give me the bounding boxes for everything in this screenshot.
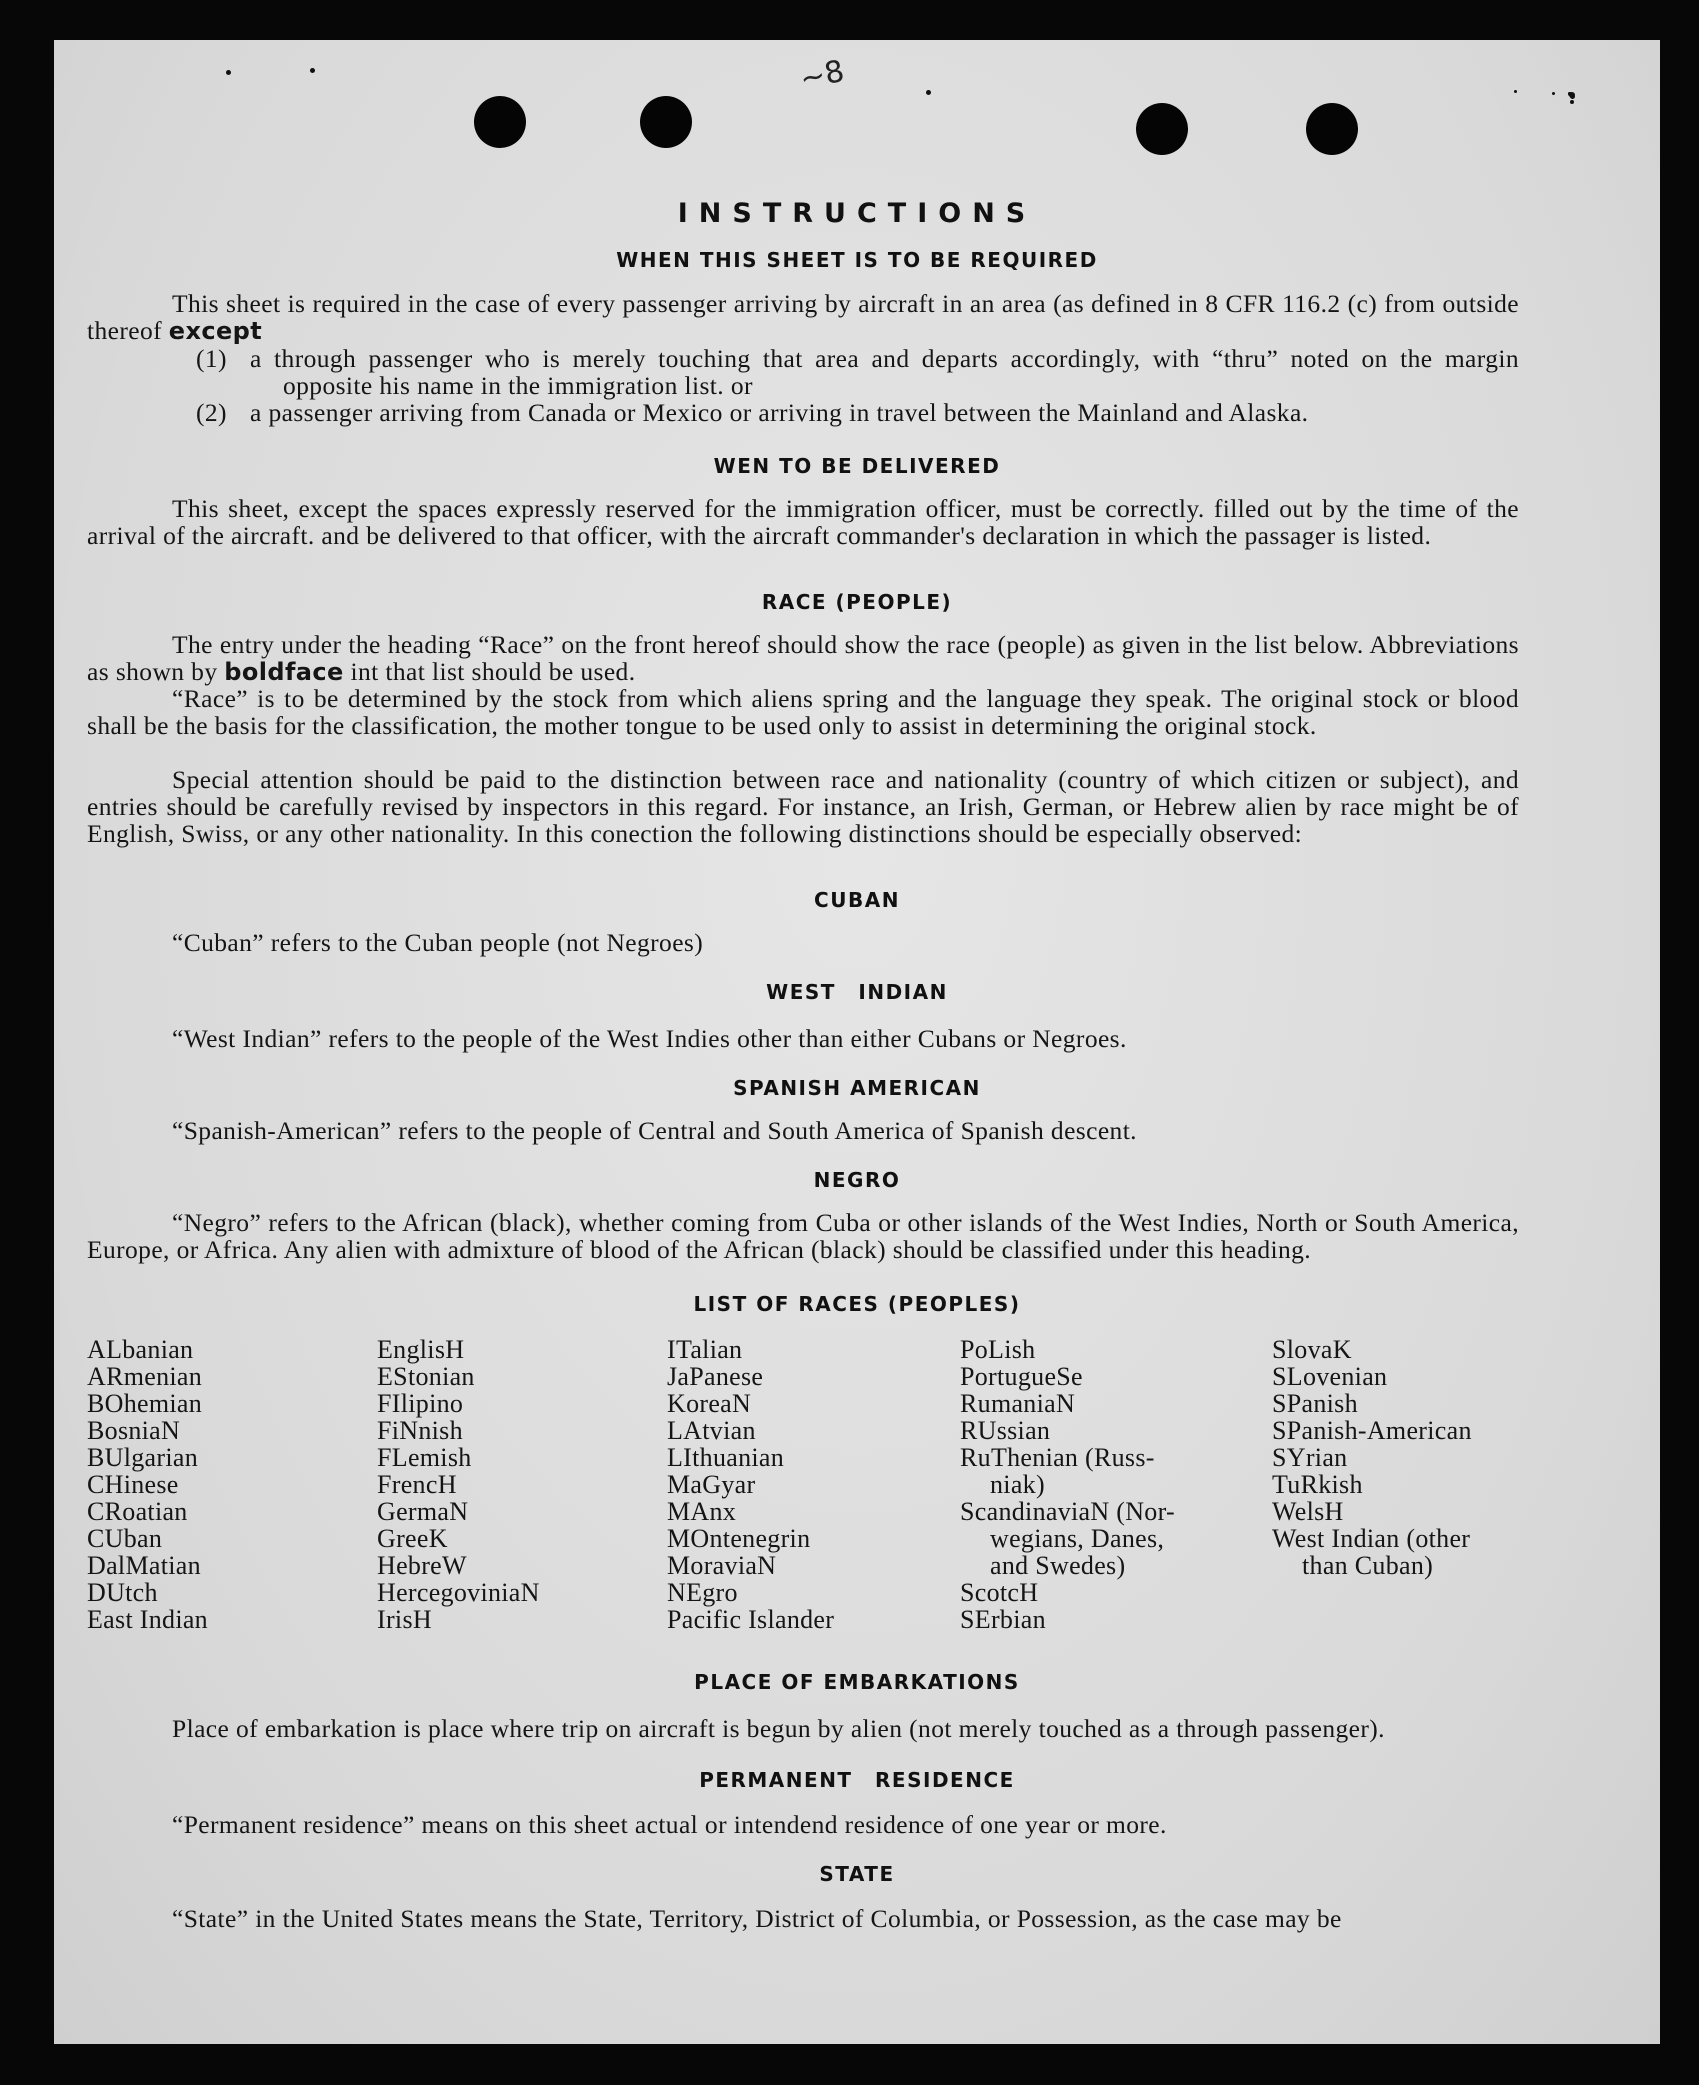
- list-item: [196, 345, 1519, 399]
- race-name: FrencH: [377, 1470, 457, 1499]
- section-heading-list-of-races: LIST OF RACES (PEOPLES): [693, 1292, 1021, 1316]
- punch-hole: [1136, 103, 1188, 155]
- race-name: RUssian: [960, 1416, 1051, 1445]
- races-column: [377, 1336, 540, 1633]
- race-name: East Indian: [87, 1605, 208, 1634]
- section-heading-negro: NEGRO: [813, 1168, 901, 1192]
- race-name: LAtvian: [667, 1416, 756, 1445]
- race-name: CUban: [87, 1524, 163, 1553]
- cuban-text: “Cuban” refers to the Cuban people (not Negroes): [172, 928, 704, 957]
- race-name: DUtch: [87, 1578, 158, 1607]
- race-name: TuRkish: [1272, 1470, 1363, 1499]
- race-name: EStonian: [377, 1362, 475, 1391]
- dust-speck: [1514, 90, 1517, 93]
- race-name: HebreW: [377, 1551, 467, 1580]
- document-page: [54, 40, 1660, 2044]
- race-name: KoreaN: [667, 1389, 752, 1418]
- list-item-text: a passenger arriving from Canada or Mexico or arriving in travel between the Mainland and Alaska.: [250, 398, 1309, 427]
- race-name: CHinese: [87, 1470, 179, 1499]
- race-name: JaPanese: [667, 1362, 764, 1391]
- delivered-text: This sheet, except the spaces expressly reserved for the immigration officer, must be correctly. filled out by the time of the arrival of the aircraft. and be delivered to that officer, with the aircraft commander's declaration in which the passager is listed.: [87, 494, 1519, 550]
- race-name: FLemish: [377, 1443, 472, 1472]
- race-name: CRoatian: [87, 1497, 188, 1526]
- section-heading-state: STATE: [819, 1862, 895, 1886]
- races-column: [1272, 1336, 1472, 1579]
- races-list: [87, 1336, 1537, 1666]
- dust-speck: [226, 70, 231, 75]
- race-name: PoLish: [960, 1335, 1036, 1364]
- race-name: ARmenian: [87, 1362, 203, 1391]
- state-text: “State” in the United States means the State, Territory, District of Columbia, or Possession, as the case may be: [172, 1904, 1342, 1933]
- embarkation-text: Place of embarkation is place where trip on aircraft is begun by alien (not merely touched as a through passenger).: [172, 1714, 1385, 1743]
- race-name: ITalian: [667, 1335, 743, 1364]
- list-item: [196, 399, 1519, 426]
- race-paragraph-1: [87, 631, 1519, 686]
- dust-speck: [310, 68, 315, 73]
- race-name: SlovaK: [1272, 1335, 1352, 1364]
- section-heading-embarkation: PLACE OF EMBARKATIONS: [694, 1670, 1020, 1694]
- race-name: MAnx: [667, 1497, 737, 1526]
- residence-text: “Permanent residence” means on this sheet actual or intendend residence of one year or more.: [172, 1810, 1167, 1839]
- race-name: Pacific Islander: [667, 1605, 835, 1634]
- race-name: IrisH: [377, 1605, 432, 1634]
- race-p1-keyword: boldface: [224, 658, 344, 686]
- race-name: BosniaN: [87, 1416, 181, 1445]
- race-name: SPanish: [1272, 1389, 1358, 1418]
- punch-hole: [1306, 103, 1358, 155]
- section-heading-race: RACE (PEOPLE): [761, 590, 953, 614]
- punch-hole: [474, 96, 526, 148]
- race-name: BUlgarian: [87, 1443, 199, 1472]
- race-name: SErbian: [960, 1605, 1046, 1634]
- race-p1-before: The entry under the heading “Race” on the front hereof should show the race (people) as given in the list below. Abbreviations as shown by: [87, 630, 1519, 686]
- race-name: MaGyar: [667, 1470, 756, 1499]
- race-name: SYrian: [1272, 1443, 1348, 1472]
- race-name: ScotcH: [960, 1578, 1039, 1607]
- section-heading-delivered: WEN TO BE DELIVERED: [713, 454, 1001, 478]
- race-name: ALbanian: [87, 1335, 194, 1364]
- race-name: HercegoviniaN: [377, 1578, 540, 1607]
- races-column: [960, 1336, 1175, 1633]
- race-paragraph-2: “Race” is to be determined by the stock from which aliens spring and the language they speak. The original stock or blood shall be the basis for the classification, the mother tongue to be used only to assist in determining the original stock.: [87, 684, 1519, 740]
- dust-speck: [1569, 92, 1575, 98]
- race-name: PortugueSe: [960, 1362, 1083, 1391]
- section-heading-west-indian: WEST INDIAN: [766, 980, 948, 1004]
- list-item-text: a through passenger who is merely touching that area and departs accordingly, with “thru” noted on the margin opposite his name in the immigration list. or: [250, 344, 1519, 400]
- negro-text: “Negro” refers to the African (black), whether coming from Cuba or other islands of the West Indies, North or South America, Europe, or Africa. Any alien with admixture of blood of the African (black) should be classified under this heading.: [87, 1208, 1519, 1264]
- race-p1-after: int that list should be used.: [350, 657, 636, 686]
- punch-hole: [640, 96, 692, 148]
- race-name: West Indian (other: [1272, 1524, 1471, 1553]
- race-name: EnglisH: [377, 1335, 465, 1364]
- races-column: [87, 1336, 208, 1633]
- list-item-number: (2): [196, 398, 227, 427]
- race-name: RuThenian (Russ-: [960, 1443, 1155, 1472]
- races-column: [667, 1336, 834, 1633]
- race-name: FIlipino: [377, 1389, 464, 1418]
- race-paragraph-3: Special attention should be paid to the distinction between race and nationality (country of which citizen or subject), and entries should be carefully revised by inspectors in this regard. For instance, an Irish, German, or Hebrew alien by race might be of English, Swiss, or any other nationality. In this conection the following distinctions should be especially observed:: [87, 765, 1519, 848]
- required-intro-text: This sheet is required in the case of every passenger arriving by aircraft in an area (as defined in 8 CFR 116.2 (c) from outside thereof: [87, 289, 1519, 345]
- dust-speck: [926, 90, 931, 95]
- spanish-american-text: “Spanish-American” refers to the people of Central and South America of Spanish descent.: [172, 1116, 1137, 1145]
- race-name-continuation: than Cuban): [1302, 1551, 1434, 1580]
- race-name: BOhemian: [87, 1389, 203, 1418]
- race-name: ScandinaviaN (Nor-: [960, 1497, 1175, 1526]
- race-name-continuation: and Swedes): [990, 1551, 1126, 1580]
- race-name: WelsH: [1272, 1497, 1344, 1526]
- race-name-continuation: niak): [990, 1470, 1045, 1499]
- race-name: MoraviaN: [667, 1551, 777, 1580]
- race-name: GreeK: [377, 1524, 448, 1553]
- race-name: DalMatian: [87, 1551, 201, 1580]
- list-item-number: (1): [196, 344, 227, 373]
- section-heading-required: WHEN THIS SHEET IS TO BE REQUIRED: [616, 248, 1098, 272]
- race-name: RumaniaN: [960, 1389, 1076, 1418]
- section-heading-residence: PERMANENT RESIDENCE: [699, 1768, 1015, 1792]
- required-intro: [87, 290, 1519, 345]
- section-heading-cuban: CUBAN: [814, 888, 900, 912]
- dust-speck: [1552, 92, 1555, 95]
- race-name: SLovenian: [1272, 1362, 1388, 1391]
- race-name: MOntenegrin: [667, 1524, 811, 1553]
- race-name-continuation: wegians, Danes,: [990, 1524, 1165, 1553]
- race-name: SPanish-American: [1272, 1416, 1472, 1445]
- required-intro-keyword: except: [168, 317, 263, 345]
- race-name: FiNnish: [377, 1416, 463, 1445]
- race-name: NEgro: [667, 1578, 738, 1607]
- west-indian-text: “West Indian” refers to the people of the West Indies other than either Cubans or Negroes.: [172, 1024, 1127, 1053]
- pencil-mark: ~8: [796, 53, 848, 98]
- instructions-title: INSTRUCTIONS: [677, 198, 1037, 229]
- race-name: LIthuanian: [667, 1443, 785, 1472]
- section-heading-spanish-american: SPANISH AMERICAN: [733, 1076, 981, 1100]
- dust-speck: [1570, 100, 1574, 104]
- race-name: GermaN: [377, 1497, 469, 1526]
